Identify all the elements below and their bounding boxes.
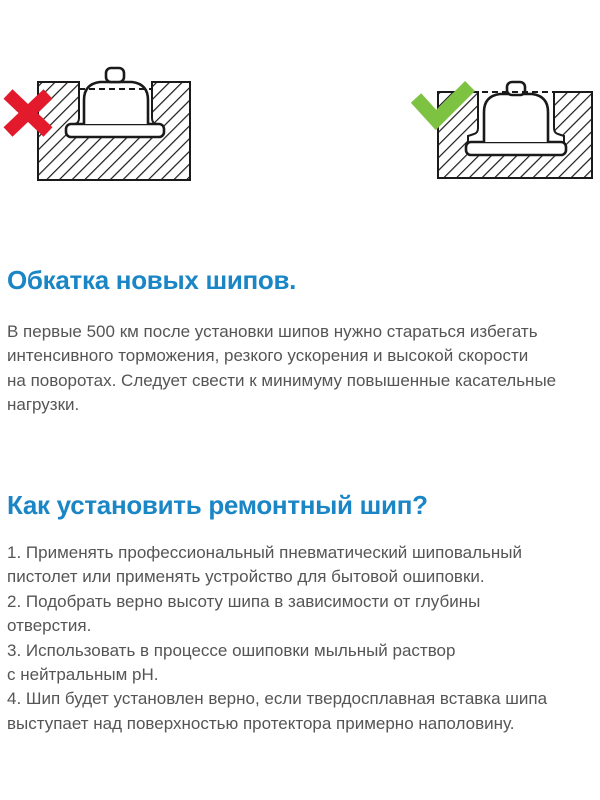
stud-raised-icon xyxy=(66,68,164,137)
stud-wrong-installation-diagram xyxy=(0,60,200,185)
stud-correct-installation-diagram xyxy=(408,60,600,185)
text-line: 2. Подобрать верно высоту шипа в зависимости от глубины xyxy=(7,591,481,611)
text-line: В первые 500 км после установки шипов нужно стараться избегать xyxy=(7,322,538,341)
section-text-repair-stud xyxy=(7,541,595,736)
text-line: 4. Шип будет установлен верно, если твердосплавная вставка шипа xyxy=(7,689,548,709)
text-line: 1. Применять профессиональный пневматический шиповальный xyxy=(7,543,522,562)
text-line: отверстия. xyxy=(7,616,92,636)
text-line: с нейтральным pH. xyxy=(7,665,159,685)
text-line: выступает над поверхностью протектора примерно наполовину. xyxy=(7,713,515,733)
section-title-break-in: Обкатка новых шипов. xyxy=(7,265,297,295)
text-line: нагрузки. xyxy=(7,395,80,415)
text-line: пистолет или применять устройство для бытовой ошиповки. xyxy=(7,567,485,587)
text-line: на поворотах. Следует свести к минимуму повышенные касательные xyxy=(7,370,557,390)
text-line: 3. Использовать в процессе ошиповки мыльный раствор xyxy=(7,640,456,660)
section-text-break-in xyxy=(7,320,595,418)
section-title-repair-stud: Как установить ремонтный шип? xyxy=(7,490,428,520)
text-line: интенсивного торможения, резкого ускорения и высокой скорости xyxy=(7,346,529,366)
